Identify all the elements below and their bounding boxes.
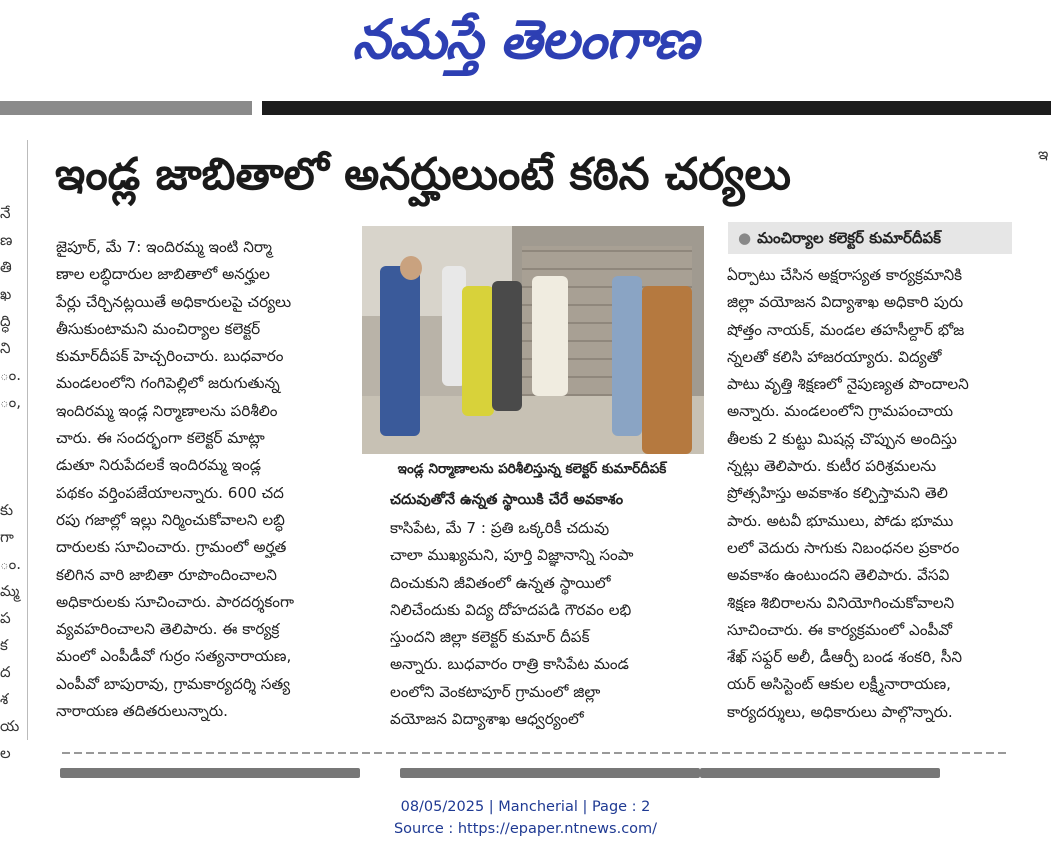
- column3-line: ఏర్పాటు చేసిన అక్షరాస్యత కార్యక్రమానికి: [727, 266, 963, 284]
- photo-person: [532, 276, 568, 396]
- photo-person: [400, 256, 422, 280]
- column2-line: కాసిపేట, మే 7 : ప్రతి ఒక్కరికీ చదువు: [390, 519, 610, 537]
- left-fragment: ఖ: [0, 285, 12, 303]
- column2-line: అన్నారు. బుధవారం రాత్రి కాసిపేట మండ: [390, 655, 629, 674]
- column1-line: పేర్లు చేర్చినట్లయితే అధికారులపై చర్యలు: [56, 292, 292, 311]
- column1-line: నారాయణ తదితరులున్నారు.: [56, 702, 228, 721]
- column2-line: లంలోని వెంకటాపూర్ గ్రామంలో జిల్లా: [390, 682, 601, 701]
- cutoff-text-fragment: [700, 768, 940, 778]
- column-divider: [27, 140, 28, 740]
- article-column-3: [727, 262, 1015, 726]
- column2-line: నిలిచేందుకు విద్య దోహదపడి గౌరవం లభి: [390, 600, 632, 619]
- left-fragment: య: [0, 717, 20, 735]
- left-fragment: ం,: [0, 393, 22, 411]
- left-fragment: క: [0, 636, 8, 654]
- masthead: [0, 0, 1051, 100]
- subheadline-text: మంచిర్యాల కలెక్టర్ కుమార్‌దీపక్: [757, 229, 941, 247]
- section-divider: [62, 752, 1010, 754]
- left-fragment: [0, 470, 14, 497]
- photo-person: [612, 276, 642, 436]
- article2-headline: చదువుతోనే ఉన్నత స్థాయికి చేరే అవకాశం: [390, 492, 624, 508]
- column3-line: కార్యదర్శులు, అధికారులు పాల్గొన్నారు.: [727, 702, 953, 721]
- column3-line: యర్ అసిస్టెంట్ ఆకుల లక్ష్మీనారాయణ,: [727, 675, 951, 694]
- photo-caption: ఇండ్ల నిర్మాణాలను పరిశీలిస్తున్న కలెక్టర్ కుమార్‌దీపక్: [397, 461, 667, 477]
- news-photo: [362, 226, 704, 454]
- column3-line: జిల్లా వయోజన విద్యాశాఖ అధికారి పురు: [727, 293, 964, 312]
- column1-line: మండలంలోని గంగిపెల్లిలో జరుగుతున్న: [56, 374, 280, 393]
- column3-line: శిక్షణ శిబిరాలను వినియోగించుకోవాలని: [727, 593, 955, 612]
- column1-line: ణాల లబ్ధిదారుల జాబితాలో అనర్హుల: [56, 265, 270, 284]
- photo-person: [380, 266, 420, 436]
- column1-line: జైపూర్, మే 7: ఇందిరమ్మ ఇంటి నిర్మా: [56, 238, 272, 256]
- footer-date: 08/05/2025: [400, 799, 485, 815]
- left-fragment: తి: [0, 258, 12, 276]
- column3-line: పాటు వృత్తి శిక్షణలో నైపుణ్యత పొందాలని: [727, 375, 969, 394]
- column3-line: అన్నారు. మండలంలోని గ్రామపంచాయ: [727, 402, 953, 421]
- article2-column: [390, 515, 700, 733]
- column3-line: న్నలతో కలిసి హాజరయ్యారు. విద్యతో: [727, 347, 942, 366]
- column1-line: ఇందిరమ్మ ఇండ్ల నిర్మాణాలను పరిశీలిం: [56, 401, 278, 420]
- bullet-icon: ●: [738, 229, 752, 247]
- left-fragment: [0, 443, 14, 470]
- left-fragment: మ్మ: [0, 582, 20, 600]
- column3-line: లలో వెదురు సాగుకు నిబంధనల ప్రకారం: [727, 538, 960, 557]
- column1-line: వ్యవహరించాలని తెలిపారు. ఈ కార్యక్ర: [56, 620, 280, 639]
- column3-line: పారు. అటవీ భూములు, పోడు భూము: [727, 511, 954, 530]
- left-fragment: గా: [0, 528, 14, 546]
- cutoff-next-article: [60, 768, 1010, 778]
- left-fragment: ద: [0, 663, 11, 681]
- footer-page: Page : 2: [591, 799, 651, 815]
- article-column-1: [56, 234, 364, 725]
- column1-line: దారులకు సూచించారు. గ్రామంలో అర్హత: [56, 538, 287, 557]
- column1-line: పథకం వర్తింపజేయాలన్నారు. 600 చద: [56, 483, 284, 502]
- footer-source-link[interactable]: Source : https://epaper.ntnews.com/: [393, 821, 658, 837]
- adjacent-column-right: [1038, 140, 1051, 168]
- column1-line: తీసుకుంటామని మంచిర్యాల కలెక్టర్: [56, 319, 261, 338]
- left-fragment: ని: [0, 339, 11, 357]
- column1-line: కలిగిన వారి జాబితా రూపొందించాలని: [56, 565, 277, 584]
- footer-edition: Mancherial: [498, 799, 578, 815]
- right-fragment: ఇ: [1038, 145, 1049, 163]
- column3-line: అవకాశం ఉంటుందని తెలిపారు. వేసవి: [727, 566, 950, 585]
- column1-line: కుమార్‌దీపక్ హెచ్చరించారు. బుధవారం: [56, 347, 284, 366]
- photo-person: [492, 281, 522, 411]
- masthead-rule-black: [262, 101, 1051, 115]
- column2-line: వయోజన విద్యాశాఖ ఆధ్వర్యంలో: [390, 710, 584, 729]
- page-footer: [0, 796, 1051, 840]
- column1-line: డుతూ నిరుపేదలకే ఇందిరమ్మ ఇండ్ల: [56, 456, 262, 475]
- column1-line: మంలో ఎంపీడీవో గుర్రం సత్యనారాయణ,: [56, 647, 292, 666]
- left-fragment: ం.: [0, 555, 22, 573]
- column2-line: దించుకుని జీవితంలో ఉన్నత స్థాయిలో: [390, 573, 611, 592]
- masthead-rule-gray: [0, 101, 252, 115]
- column1-line: అధికారులకు సూచించారు. పారదర్శకంగా: [56, 592, 294, 611]
- column3-line: శేఖ్ సఫ్దర్ అలీ, డీఆర్పీ బండ శంకరి, సీని: [727, 648, 963, 667]
- column1-line: రపు గజాల్లో ఇల్లు నిర్మించుకోవాలని లబ్ధి: [56, 510, 285, 529]
- footer-meta: [0, 796, 1051, 818]
- left-fragment: నే: [0, 204, 11, 222]
- newspaper-logo: నమస్తే తెలంగాణ: [352, 8, 698, 71]
- column1-line: చారు. ఈ సందర్భంగా కలెక్టర్ మాట్లా: [56, 429, 265, 448]
- left-fragment: ం.: [0, 366, 22, 384]
- column3-line: న్నట్లు తెలిపారు. కుటీర పరిశ్రమలను: [727, 457, 937, 476]
- left-fragment: శ: [0, 690, 9, 708]
- article-subheadline: [728, 222, 1012, 254]
- left-fragment: ద్ధి: [0, 312, 11, 330]
- left-fragment: ప: [0, 609, 11, 627]
- column3-line: సూచించారు. ఈ కార్యక్రమంలో ఎంపీవో: [727, 620, 953, 639]
- column2-line: చాలా ముఖ్యమని, పూర్తి విజ్ఞానాన్ని సంపా: [390, 546, 634, 565]
- column2-line: స్తుందని జిల్లా కలెక్టర్ కుమార్ దీపక్: [390, 628, 590, 647]
- cutoff-text-fragment: [400, 768, 700, 778]
- cutoff-text-fragment: [60, 768, 360, 778]
- left-fragment: ణ: [0, 231, 13, 249]
- footer-separator: |: [488, 799, 494, 815]
- column3-line: ప్రోత్సహిస్తు అవకాశం కల్పిస్తామని తెలి: [727, 484, 948, 503]
- column1-line: ఎంపీవో బాపురావు, గ్రామకార్యదర్శి సత్య: [56, 674, 291, 693]
- column3-line: తీలకు 2 కుట్టు మిషన్ల చొప్పున అందిస్తు: [727, 429, 957, 448]
- left-fragment: కు: [0, 501, 14, 519]
- left-fragment: ల: [0, 744, 11, 762]
- photo-person: [462, 286, 494, 416]
- adjacent-column-left: [0, 200, 22, 767]
- footer-separator: |: [582, 799, 588, 815]
- left-fragment: [0, 416, 14, 443]
- column3-line: షోత్తం నాయక్, మండల తహసీల్దార్ భోజ: [727, 320, 965, 339]
- article-headline: ఇండ్ల జాబితాలో అనర్హులుంటే కఠిన చర్యలు: [55, 149, 791, 200]
- photo-person: [642, 286, 692, 454]
